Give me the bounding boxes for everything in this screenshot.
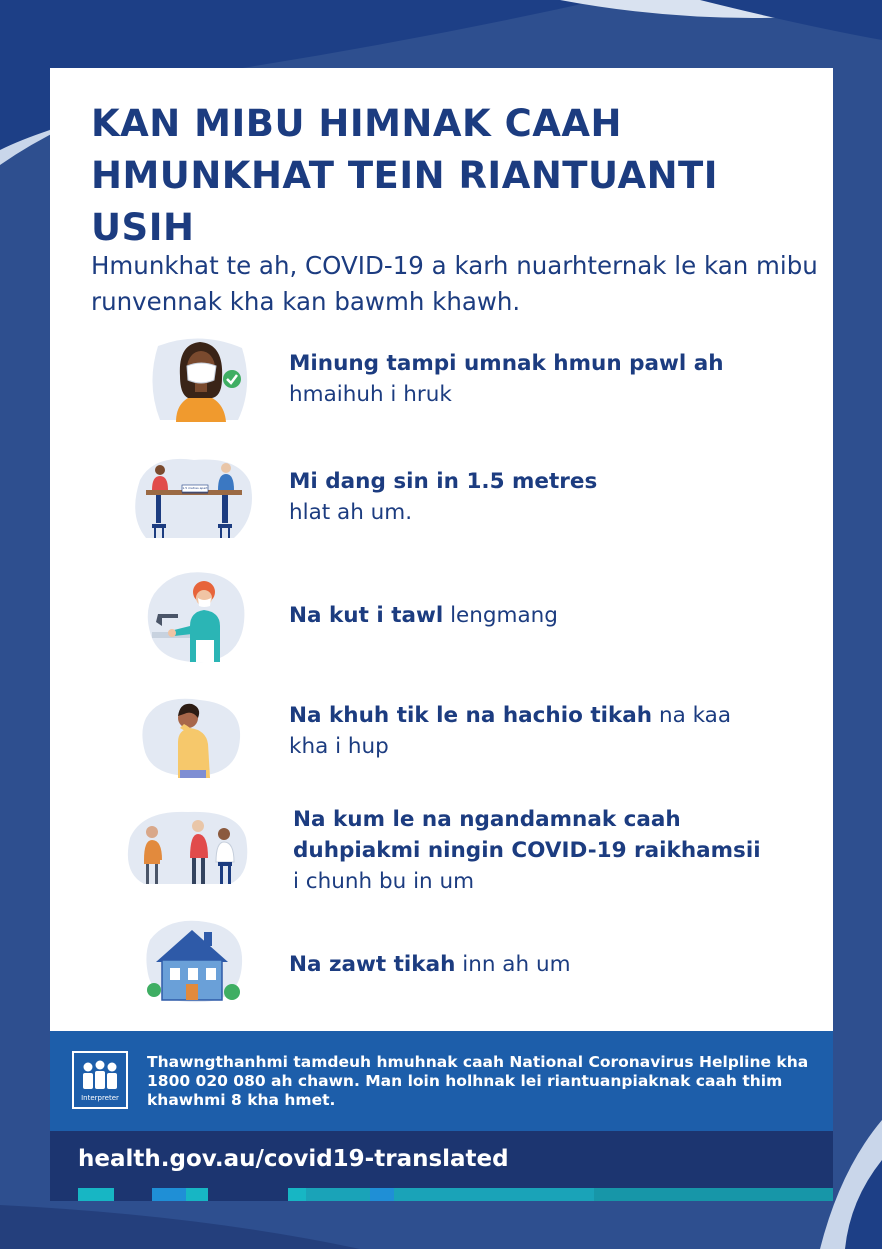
item-regular-text: lengmang <box>450 603 558 628</box>
hand-washing-icon <box>144 570 248 664</box>
item-text <box>289 466 759 528</box>
interpreter-people-icon <box>74 1053 126 1107</box>
item-bold-text: Na kut i tawl <box>289 603 444 628</box>
item-bold-text: Na zawt tikah <box>289 952 456 977</box>
item-regular-text: hlat ah um. <box>289 500 413 525</box>
mask-person-icon <box>150 336 250 422</box>
helpline-text: Thawngthanhmi tamdeuh hmuhnak caah National Coronavirus Helpline kha 1800 020 080 ah chawn. Man loin holhnak lei riantuanpiaknak caah thim khawhmi 8 kha hmet. <box>147 1053 809 1109</box>
website-link[interactable]: health.gov.au/covid19-translated <box>78 1146 509 1172</box>
item-regular-text: i chunh bu in um <box>293 869 475 894</box>
item-regular-text: hmaihuh i hruk <box>289 382 452 407</box>
item-text <box>289 600 759 631</box>
item-bold-text: Minung tampi umnak hmun pawl ah <box>289 351 724 376</box>
item-bold-text: Mi dang sin in 1.5 metres <box>289 469 598 494</box>
poster-card <box>50 68 833 1031</box>
item-text <box>289 700 759 762</box>
item-text <box>289 348 759 410</box>
item-text <box>289 949 759 980</box>
item-regular-text: na kaa kha i hup <box>289 703 732 759</box>
cough-elbow-icon <box>140 698 244 778</box>
distance-sign-text: 1.5 metres apart <box>182 486 208 490</box>
stay-home-icon <box>142 918 246 1004</box>
item-bold-text: Na khuh tik le na hachio tikah <box>289 703 653 728</box>
social-distance-icon <box>134 456 254 541</box>
symptoms-checkup-icon <box>126 808 250 888</box>
item-text <box>293 804 773 897</box>
helpline-footer <box>50 1031 833 1131</box>
page-subtitle: Hmunkhat te ah, COVID-19 a karh nuarhternak le kan mibu runvennak kha kan bawmh khawh. <box>91 251 818 316</box>
item-bold-text: Na kum le na ngandamnak caah duhpiakmi ningin COVID-19 raikhamsii <box>293 807 761 863</box>
item-regular-text: inn ah um <box>462 952 571 977</box>
url-bar <box>50 1131 833 1188</box>
decorative-stripe <box>50 1188 833 1201</box>
interpreter-label: Interpreter <box>81 1094 119 1102</box>
interpreter-icon <box>72 1051 128 1109</box>
page-title: KAN MIBU HIMNAK CAAH HMUNKHAT TEIN RIANTUANTI USIH <box>91 102 719 249</box>
